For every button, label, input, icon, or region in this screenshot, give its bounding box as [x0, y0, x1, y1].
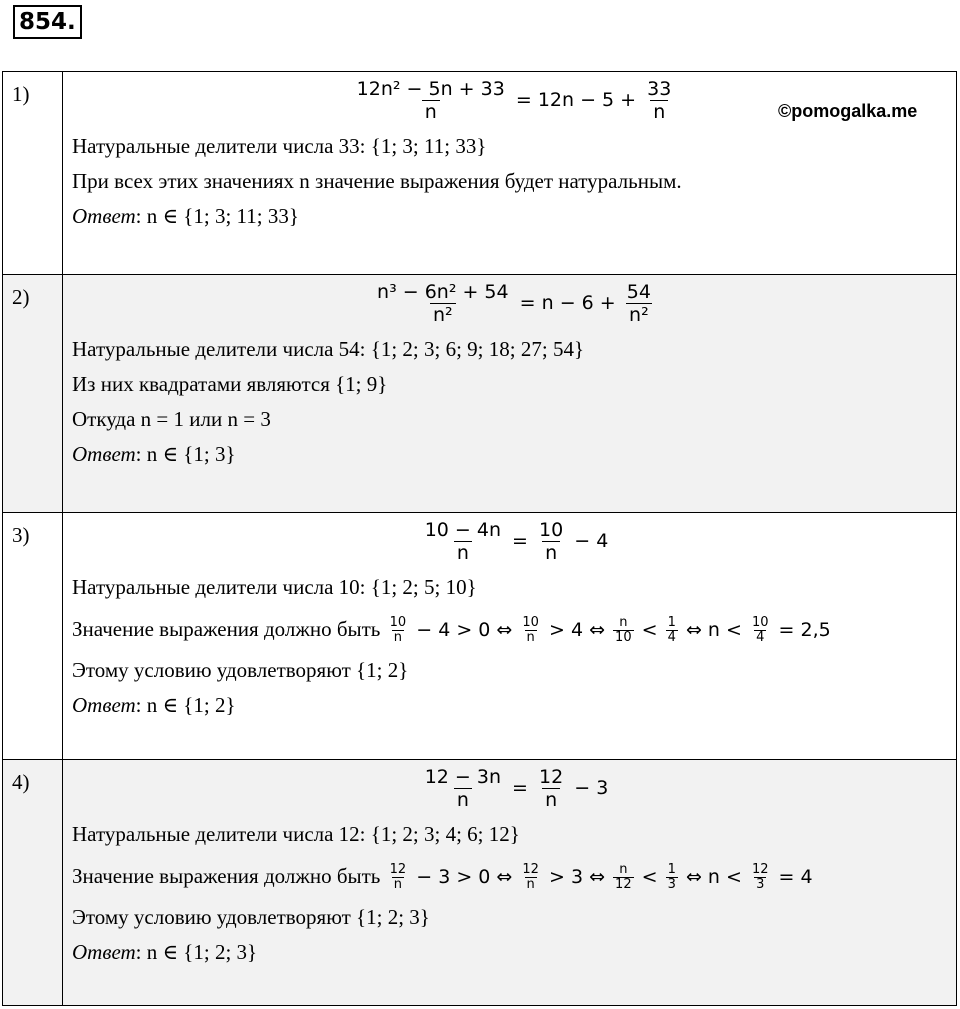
condition-line [72, 852, 956, 900]
numerator: 10 − 4n [424, 519, 501, 541]
solution-row-3 [3, 513, 957, 760]
denominator: n [393, 877, 403, 892]
denominator: n [526, 630, 535, 645]
row-number: 3) [3, 513, 63, 760]
condition-part: ⇔ n < [685, 866, 742, 888]
numerator: 54 [626, 281, 651, 303]
numerator: 1 [667, 862, 676, 877]
denominator: 3 [756, 877, 765, 892]
condition-part: > 3 ⇔ [548, 866, 605, 888]
row-number: 4) [3, 760, 63, 1006]
fraction [536, 766, 566, 811]
fraction [613, 616, 634, 645]
numerator: 33 [647, 78, 672, 100]
text-line: Натуральные делители числа 10: {1; 2; 5; 10} [72, 575, 477, 599]
solution-table [2, 71, 957, 1006]
fraction [666, 863, 678, 892]
numerator: 12 [389, 862, 407, 877]
answer-label: Ответ [72, 940, 136, 964]
fraction [354, 78, 508, 123]
condition-line [72, 605, 956, 653]
text-line: Натуральные делители числа 33: {1; 3; 11; 33} [72, 134, 487, 158]
answer-label: Ответ [72, 442, 136, 466]
solution-row-4 [3, 760, 957, 1006]
numerator: 10 [539, 519, 564, 541]
text-line: Этому условию удовлетворяют {1; 2; 3} [72, 905, 430, 929]
numerator: 12n² − 5n + 33 [356, 78, 505, 100]
numerator: 12 [522, 862, 539, 877]
condition-part: − 3 > 0 ⇔ [416, 866, 513, 888]
answer-line [72, 199, 956, 234]
condition-part: < [641, 866, 658, 888]
text-line: Из них квадратами являются {1; 9} [72, 372, 388, 396]
condition-part: = 2,5 [778, 619, 831, 641]
equation [72, 279, 956, 332]
task-number: 854. [13, 5, 82, 39]
text-line: Натуральные делители числа 12: {1; 2; 3; 4; 6; 12} [72, 822, 520, 846]
denominator: n [650, 100, 668, 123]
text-line: Откуда n = 1 или n = 3 [72, 407, 271, 431]
equation [72, 764, 956, 817]
solution-row-1 [3, 72, 957, 275]
equation-tail: − 4 [574, 530, 609, 552]
condition-part: > 4 ⇔ [548, 619, 605, 641]
denominator: 4 [667, 630, 676, 645]
text-line: При всех этих значениях n значение выражения будет натуральным. [72, 169, 682, 193]
watermark: ©pomogalka.me [778, 101, 918, 121]
equation-middle: = n − 6 + [519, 292, 616, 314]
answer-value: : n ∈ {1; 3; 11; 33} [135, 204, 299, 228]
numerator: 12 − 3n [424, 766, 501, 788]
numerator: n³ − 6n² + 54 [377, 281, 509, 303]
condition-part: − 4 > 0 ⇔ [416, 619, 513, 641]
row-number: 1) [3, 72, 63, 275]
denominator: 10 [615, 630, 632, 645]
numerator: n [619, 615, 628, 630]
equation [72, 517, 956, 570]
row-content [63, 760, 957, 1006]
condition-part: ⇔ n < [685, 619, 742, 641]
numerator: 1 [667, 615, 676, 630]
fraction [388, 863, 409, 892]
fraction [750, 616, 771, 645]
fraction [613, 863, 634, 892]
equation-middle: = 12n − 5 + [515, 89, 637, 111]
denominator: n [542, 541, 560, 564]
row-content [63, 72, 957, 275]
fraction [388, 616, 409, 645]
answer-value: : n ∈ {1; 2; 3} [135, 940, 258, 964]
fraction [536, 519, 566, 564]
answer-line [72, 688, 956, 723]
denominator: n [526, 877, 535, 892]
equation-middle: = [512, 530, 528, 552]
numerator: 12 [539, 766, 564, 788]
denominator: n [454, 541, 472, 564]
answer-label: Ответ [72, 693, 136, 717]
denominator: 12 [615, 877, 632, 892]
numerator: 12 [751, 862, 769, 877]
condition-prefix: Значение выражения должно быть [72, 864, 381, 888]
denominator: n [542, 788, 560, 811]
fraction [520, 863, 541, 892]
numerator: 10 [522, 615, 539, 630]
condition-prefix: Значение выражения должно быть [72, 617, 381, 641]
denominator: n² [430, 303, 456, 326]
answer-label: Ответ [72, 204, 136, 228]
row-content [63, 275, 957, 513]
numerator: 10 [751, 615, 769, 630]
fraction [666, 616, 678, 645]
fraction [422, 766, 504, 811]
numerator: n [619, 862, 628, 877]
solution-row-2 [3, 275, 957, 513]
fraction [644, 78, 674, 123]
equation-tail: − 3 [574, 777, 609, 799]
fraction [624, 281, 654, 326]
denominator: n [454, 788, 472, 811]
fraction [374, 281, 512, 326]
row-content [63, 513, 957, 760]
denominator: 4 [756, 630, 765, 645]
fraction [422, 519, 504, 564]
answer-line [72, 437, 956, 472]
numerator: 10 [389, 615, 407, 630]
condition-part: = 4 [778, 866, 813, 888]
denominator: n² [626, 303, 652, 326]
text-line: Этому условию удовлетворяют {1; 2} [72, 658, 409, 682]
denominator: n [422, 100, 440, 123]
answer-value: : n ∈ {1; 2} [135, 693, 236, 717]
answer-value: : n ∈ {1; 3} [135, 442, 236, 466]
condition-part: < [641, 619, 658, 641]
text-line: Натуральные делители числа 54: {1; 2; 3; 6; 9; 18; 27; 54} [72, 337, 585, 361]
equation [72, 76, 956, 129]
denominator: n [393, 630, 403, 645]
fraction [750, 863, 771, 892]
denominator: 3 [667, 877, 676, 892]
fraction [520, 616, 541, 645]
equation-middle: = [512, 777, 528, 799]
answer-line [72, 935, 956, 970]
row-number: 2) [3, 275, 63, 513]
